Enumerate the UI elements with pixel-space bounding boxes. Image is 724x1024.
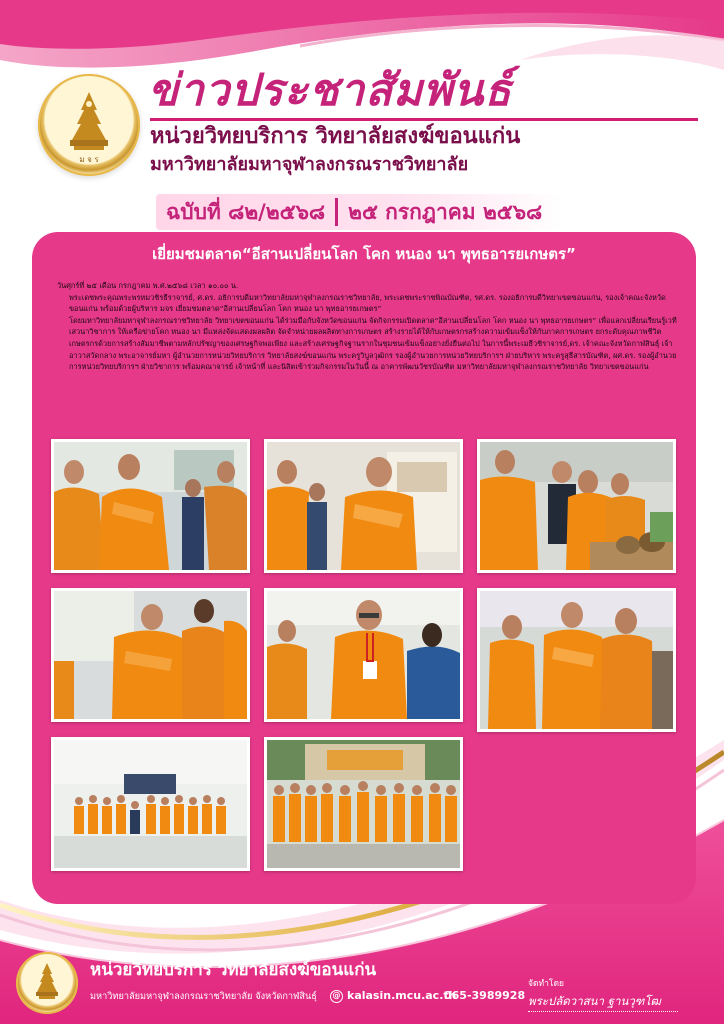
unit-name: หน่วยวิทยบริการ วิทยาลัยสงฆ์ขอนแก่น [150, 124, 521, 149]
photo-monks-market-3 [477, 439, 676, 573]
issue-divider [335, 198, 338, 226]
photo-monks-market-5 [264, 588, 463, 722]
footer-address: มหาวิทยาลัยมหาจุฬาลงกรณราชวิทยาลัย จังหวัดกาฬสินธุ์ [90, 991, 317, 1002]
photo-monks-market-1 [51, 439, 250, 573]
issue-bar [156, 194, 564, 230]
title-underline [150, 118, 698, 121]
footer-unit-name: หน่วยวิทยบริการ วิทยาลัยสงฆ์ขอนแก่น [90, 960, 377, 980]
photo-monks-market-2 [264, 439, 463, 573]
at-icon: @ [330, 990, 343, 1003]
footer-seal-logo [16, 952, 78, 1014]
article-paragraph-date: วันศุกร์ที่ ๒๕ เดือน กรกฎาคม พ.ศ.๒๕๖๘ เวลา ๑๐.๐๐ น. [57, 281, 239, 290]
footer-website-text: kalasin.mcu.ac.th [347, 989, 457, 1002]
footer-website[interactable] [330, 988, 456, 1004]
temple-seal-icon [38, 74, 140, 176]
issue-number: ฉบับที่ ๘๒/๒๕๖๘ [166, 199, 326, 224]
university-name: มหาวิทยาลัยมหาจุฬาลงกรณราชวิทยาลัย [150, 154, 469, 175]
article-paragraph-visit: พระเดชพระคุณพระพรหมวชิรธีราจารย์, ศ.ดร. อธิการบดีมหาวิทยาลัยมหาจุฬาลงกรณราชวิทยาลัย, พระเดชพระราชพิณบัณฑิต, รศ.ดร. รองอธิการบดีวิทยาเขตขอนแก่น, รองเจ้าคณะจังหวัดขอนแก่น พร้อมด้วยผู้บริหาร มจร เยี่ยมชมตลาด“อีสานเปลี่ยนโลก โคก หนอง นา พุทธอารยเกษตร” [69, 292, 666, 314]
prepared-by-label: จัดทำโดย [528, 979, 564, 989]
article-title: เยี่ยมชมตลาด“อีสานเปลี่ยนโลก โคก หนอง นา พุทธอารยเกษตร” [152, 245, 576, 263]
photo-group-event-2 [264, 737, 463, 871]
university-seal-logo [38, 74, 140, 176]
issue-date: ๒๕ กรกฎาคม ๒๕๖๘ [348, 199, 543, 224]
article-paragraph-details: โดยมหาวิทยาลัยมหาจุฬาลงกรณราชวิทยาลัย วิทยาเขตขอนแก่น ได้ร่วมมือกับจังหวัดขอนแก่น จัดกิจกรรมเปิดตลาด“อีสานเปลี่ยนโลก โคก หนอง นา พุทธอารยเกษตร” เพื่อแลกเปลี่ยนเรียนรู้เวทีเสวนาวิชาการ ให้เครือข่ายโคก หนอง นา มีแหล่งจัดแสดงผลผลิต จัดจำหน่ายผลผลิตทางการเกษตร สร้างรายได้ให้กับเกษตรกรสร้างความเข้มแข็งให้กับภาคการเกษตร ยกระดับคุณภาพชีวิตเกษตรกรด้วยการสร้างสัมมาชีพตามหลักปรัชญาของเศรษฐกิจพอเพียง และสร้างเศรษฐกิจฐานรากในชุมชนเข้มแข็งอย่างยั่งยืนต่อไป ในการนี้พระเมธีวชิราจารย์,ดร. เจ้าคณะจังหวัดกาฬสินธุ์ เจ้าอาวาสวัดกลาง พระอาจารย์มหา ผู้อำนวยการหน่วยวิทยบริการ วิทยาลัยสงฆ์ขอนแก่น พระครูวิบูลวุฒิกร รองผู้อำนวยการหน่วยวิทยบริการฯ ฝ่ายบริหาร พระครูสุธีสารบัณฑิต, ผศ.ดร. รองผู้อำนวยการหน่วยวิทยบริการฯ ฝ่ายวิชาการ พร้อมคณาจารย์ เจ้าหน้าที่ และนิสิตเข้าร่วมกิจกรรมในวันนี้ ณ อาคารพัฒนวัชรบัณฑิต มหาวิทยาลัยมหาจุฬาลงกรณราชวิทยาลัย วิทยาเขตขอนแก่น [69, 315, 677, 372]
photo-group-event-1 [51, 737, 250, 871]
footer-phone: 065-3989928 [444, 989, 526, 1002]
photo-monks-market-6 [477, 588, 676, 732]
prepared-by-underline [528, 1011, 678, 1012]
prepared-by-name: พระปลัดวาสนา ฐานวุฑโฒ [528, 994, 661, 1008]
footer-temple-seal-icon [16, 952, 78, 1014]
seal-text: ม จ ร [79, 155, 99, 164]
article-body [57, 280, 677, 373]
photo-monks-market-4 [51, 588, 250, 722]
page-title: ข่าวประชาสัมพันธ์ [148, 65, 513, 116]
